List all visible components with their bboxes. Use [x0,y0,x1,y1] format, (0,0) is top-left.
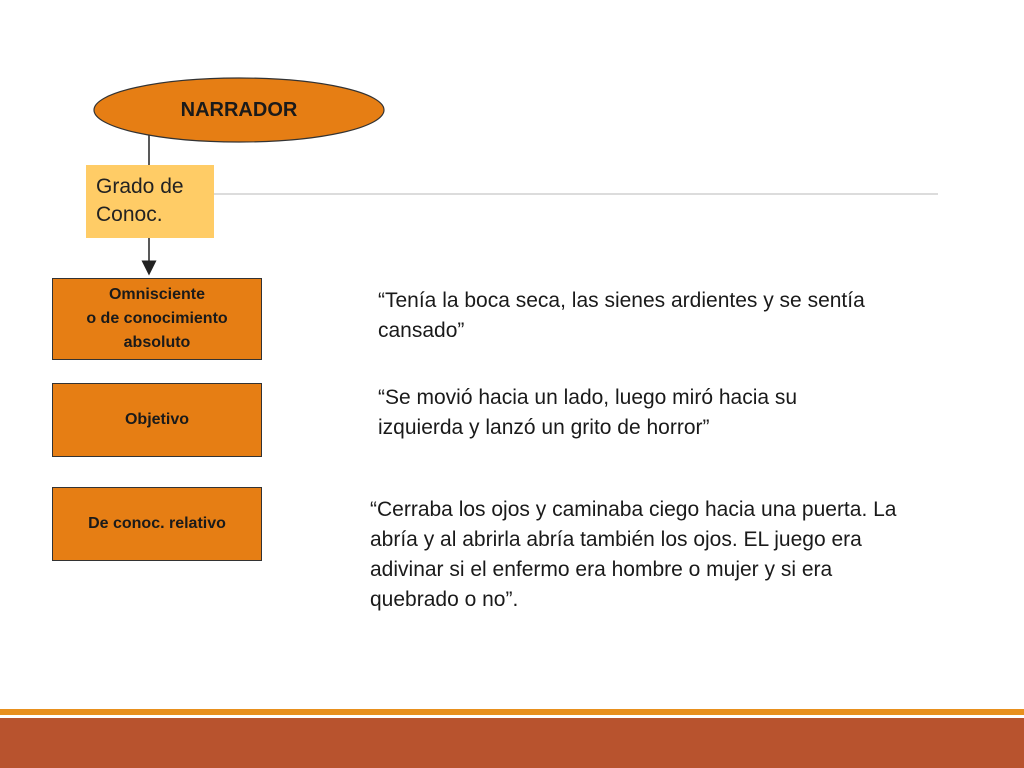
grado-label: Grado de Conoc. [96,175,184,226]
omnisciente-line-2: o de conocimiento [86,310,228,327]
omnisciente-line-3: absoluto [123,334,191,351]
quote-relativo: “Cerraba los ojos y caminaba ciego hacia una puerta. La abría y al abrirla abría también los ojos. EL juego era adivinar si el enfermo era hombre o mujer y si era quebrado o no”. [370,498,897,611]
type-box-relativo [52,487,262,561]
relativo-label: De conoc. relativo [88,515,226,532]
grado-box [86,165,214,238]
objetivo-label: Objetivo [124,411,189,428]
footer-accent-stripe [0,709,1024,715]
type-box-objetivo [52,383,262,457]
quote-objetivo: “Se movió hacia un lado, luego miró hacia su izquierda y lanzó un grito de horror” [378,386,798,439]
quote-omnisciente: “Tenía la boca seca, las sienes ardientes y se sentía cansado” [378,289,865,342]
footer-band [0,718,1024,768]
omnisciente-line-1: Omnisciente [108,286,206,303]
narrador-label: NARRADOR [180,98,298,121]
type-box-omnisciente [52,278,262,360]
type-box-omnisciente-text [86,283,227,355]
